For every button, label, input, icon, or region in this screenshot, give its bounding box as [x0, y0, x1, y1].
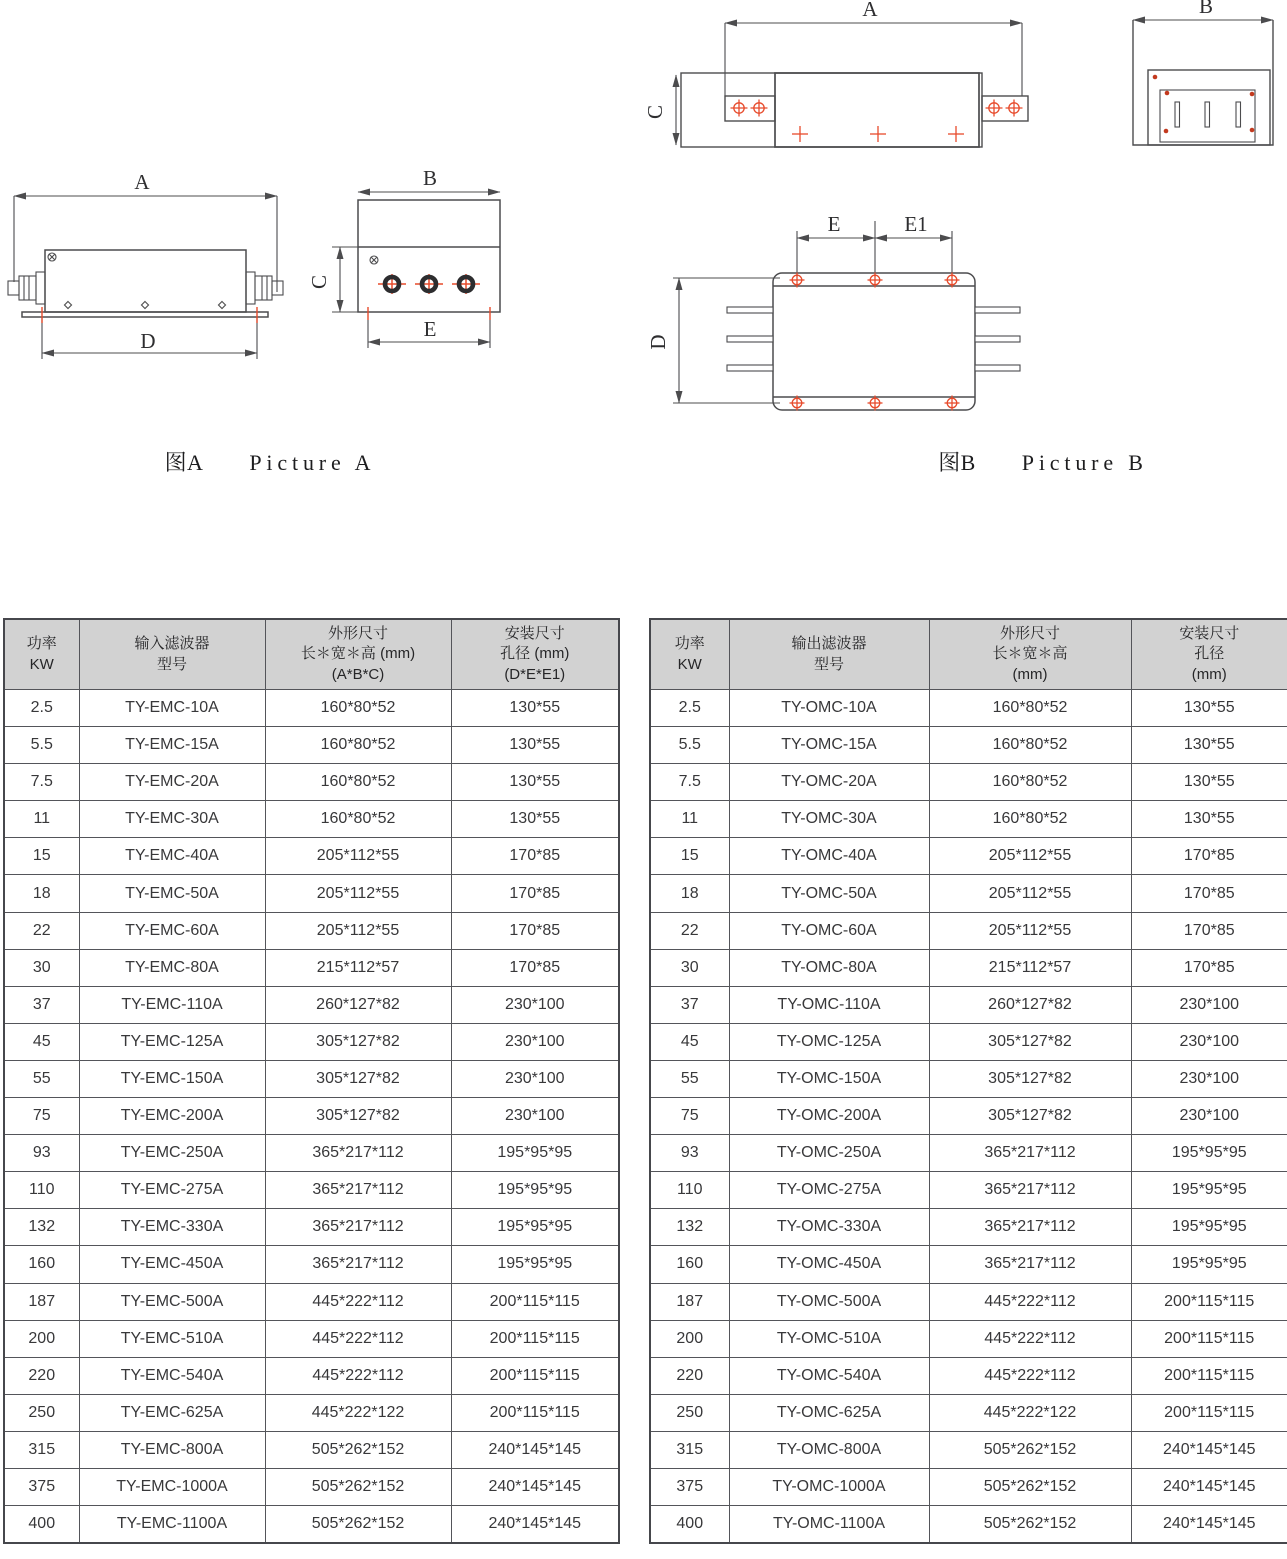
- table-cell: 160*80*52: [929, 690, 1131, 727]
- table-cell: 445*222*122: [929, 1394, 1131, 1431]
- table-cell: 7.5: [4, 764, 79, 801]
- col-header-power: 功率 KW: [4, 619, 79, 690]
- table-cell: 37: [650, 986, 729, 1023]
- table-row: [650, 764, 1287, 801]
- table-cell: 160*80*52: [265, 764, 451, 801]
- table-cell: 55: [4, 1060, 79, 1097]
- table-cell: 260*127*82: [265, 986, 451, 1023]
- table-cell: 170*85: [451, 912, 619, 949]
- table-cell: TY-OMC-540A: [729, 1357, 929, 1394]
- table-row: [4, 690, 619, 727]
- table-cell: 215*112*57: [929, 949, 1131, 986]
- table-cell: TY-OMC-15A: [729, 727, 929, 764]
- table-row: [650, 1060, 1287, 1097]
- table-cell: 505*262*152: [929, 1468, 1131, 1505]
- table-cell: 160: [650, 1246, 729, 1283]
- header-row: [650, 619, 1287, 690]
- table-cell: 200*115*115: [1131, 1394, 1287, 1431]
- table-cell: 230*100: [1131, 1098, 1287, 1135]
- table-cell: 45: [4, 1023, 79, 1060]
- table-row: [650, 1246, 1287, 1283]
- table-cell: 160*80*52: [265, 727, 451, 764]
- table-cell: 365*217*112: [929, 1246, 1131, 1283]
- table-cell: 240*145*145: [1131, 1506, 1287, 1544]
- table-cell: 132: [4, 1209, 79, 1246]
- table-cell: 205*112*55: [929, 912, 1131, 949]
- table-cell: 445*222*112: [265, 1320, 451, 1357]
- table-cell: 195*95*95: [451, 1172, 619, 1209]
- table-row: [650, 838, 1287, 875]
- table-cell: 30: [650, 949, 729, 986]
- table-row: [4, 1431, 619, 1468]
- table-cell: 240*145*145: [451, 1431, 619, 1468]
- table-cell: 170*85: [451, 838, 619, 875]
- table-cell: 200: [650, 1320, 729, 1357]
- col-header-model: 输出滤波器 型号: [729, 619, 929, 690]
- table-cell: 365*217*112: [929, 1172, 1131, 1209]
- table-cell: TY-EMC-30A: [79, 801, 265, 838]
- table-row: [650, 1506, 1287, 1544]
- table-row: [650, 1357, 1287, 1394]
- table-cell: 30: [4, 949, 79, 986]
- table-cell: TY-EMC-20A: [79, 764, 265, 801]
- table-cell: 445*222*122: [265, 1394, 451, 1431]
- table-cell: 130*55: [451, 801, 619, 838]
- table-row: [650, 912, 1287, 949]
- table-cell: 55: [650, 1060, 729, 1097]
- table-cell: TY-EMC-60A: [79, 912, 265, 949]
- table-cell: 130*55: [451, 690, 619, 727]
- table-cell: TY-EMC-80A: [79, 949, 265, 986]
- col-header-mounting-size: 安装尺寸 孔径 (mm) (D*E*E1): [451, 619, 619, 690]
- table-cell: 205*112*55: [929, 838, 1131, 875]
- table-cell: 75: [4, 1098, 79, 1135]
- table-row: [4, 1506, 619, 1544]
- table-cell: 400: [650, 1506, 729, 1544]
- table-cell: 15: [650, 838, 729, 875]
- table-row: [650, 1283, 1287, 1320]
- table-cell: 160: [4, 1246, 79, 1283]
- table-row: [650, 1209, 1287, 1246]
- input-filter-table: [3, 618, 620, 1544]
- table-row: [650, 1135, 1287, 1172]
- table-cell: 445*222*112: [929, 1283, 1131, 1320]
- table-cell: TY-OMC-20A: [729, 764, 929, 801]
- table-cell: 110: [4, 1172, 79, 1209]
- end-view-screw-dots: [1153, 75, 1255, 134]
- table-row: [4, 1246, 619, 1283]
- picture-b-caption-en: Picture B: [1021, 450, 1148, 475]
- table-cell: 170*85: [451, 875, 619, 912]
- table-row: [4, 727, 619, 764]
- table-cell: 93: [650, 1135, 729, 1172]
- table-cell: 230*100: [451, 1060, 619, 1097]
- table-row: [650, 1394, 1287, 1431]
- table-cell: 93: [4, 1135, 79, 1172]
- table-cell: TY-OMC-50A: [729, 875, 929, 912]
- table-cell: 445*222*112: [265, 1283, 451, 1320]
- table-cell: TY-EMC-625A: [79, 1394, 265, 1431]
- table-cell: 365*217*112: [265, 1246, 451, 1283]
- table-cell: TY-EMC-1100A: [79, 1506, 265, 1544]
- dim-label-A: A: [862, 0, 878, 21]
- table-row: [650, 875, 1287, 912]
- table-row: [4, 1135, 619, 1172]
- table-cell: 220: [4, 1357, 79, 1394]
- table-cell: TY-EMC-510A: [79, 1320, 265, 1357]
- table-cell: 170*85: [1131, 838, 1287, 875]
- table-cell: 505*262*152: [929, 1431, 1131, 1468]
- table-cell: 365*217*112: [265, 1172, 451, 1209]
- table-cell: 230*100: [1131, 1023, 1287, 1060]
- table-cell: TY-OMC-510A: [729, 1320, 929, 1357]
- table-cell: 22: [650, 912, 729, 949]
- table-row: [4, 1209, 619, 1246]
- table-cell: 200*115*115: [451, 1320, 619, 1357]
- table-row: [4, 912, 619, 949]
- table-cell: 205*112*55: [265, 912, 451, 949]
- table-cell: 160*80*52: [265, 801, 451, 838]
- table-cell: TY-OMC-150A: [729, 1060, 929, 1097]
- table-row: [4, 1098, 619, 1135]
- col-header-outline-size: 外形尺寸 长＊宽＊高 (mm) (A*B*C): [265, 619, 451, 690]
- table-cell: 160*80*52: [929, 801, 1131, 838]
- table-cell: TY-EMC-110A: [79, 986, 265, 1023]
- dim-label-E: E: [423, 317, 437, 341]
- table-cell: TY-EMC-50A: [79, 875, 265, 912]
- table-cell: 130*55: [1131, 690, 1287, 727]
- filter-body-top: [681, 73, 982, 147]
- table-row: [650, 1098, 1287, 1135]
- col-header-outline-size: 外形尺寸 长＊宽＊高 (mm): [929, 619, 1131, 690]
- housing-end-outline: [1133, 20, 1273, 145]
- table-cell: 230*100: [1131, 1060, 1287, 1097]
- table-row: [4, 1320, 619, 1357]
- table-cell: 5.5: [4, 727, 79, 764]
- dim-label-B: B: [422, 166, 438, 190]
- table-cell: TY-OMC-330A: [729, 1209, 929, 1246]
- table-cell: TY-OMC-40A: [729, 838, 929, 875]
- table-cell: 365*217*112: [265, 1135, 451, 1172]
- table-cell: 45: [650, 1023, 729, 1060]
- table-cell: 160*80*52: [265, 690, 451, 727]
- table-cell: 75: [650, 1098, 729, 1135]
- table-cell: 365*217*112: [265, 1209, 451, 1246]
- table-cell: 195*95*95: [1131, 1209, 1287, 1246]
- table-cell: 240*145*145: [451, 1468, 619, 1505]
- table-cell: 2.5: [4, 690, 79, 727]
- dim-label-E1: E1: [904, 212, 928, 236]
- table-cell: 130*55: [1131, 801, 1287, 838]
- table-cell: 505*262*152: [929, 1506, 1131, 1544]
- table-cell: 200*115*115: [451, 1357, 619, 1394]
- table-cell: TY-OMC-800A: [729, 1431, 929, 1468]
- table-cell: TY-OMC-250A: [729, 1135, 929, 1172]
- table-row: [4, 949, 619, 986]
- dim-label-C: C: [307, 274, 331, 290]
- table-cell: 230*100: [451, 986, 619, 1023]
- table-cell: 200: [4, 1320, 79, 1357]
- table-cell: 130*55: [1131, 764, 1287, 801]
- table-cell: 250: [4, 1394, 79, 1431]
- table-cell: 205*112*55: [265, 875, 451, 912]
- table-cell: TY-OMC-450A: [729, 1246, 929, 1283]
- header-row: [4, 619, 619, 690]
- table-row: [650, 1320, 1287, 1357]
- table-row: [4, 986, 619, 1023]
- table-cell: 200*115*115: [1131, 1320, 1287, 1357]
- table-cell: 505*262*152: [265, 1468, 451, 1505]
- table-cell: 11: [650, 801, 729, 838]
- table-cell: 200*115*115: [451, 1283, 619, 1320]
- table-cell: 2.5: [650, 690, 729, 727]
- table-cell: 220: [650, 1357, 729, 1394]
- table-cell: 200*115*115: [1131, 1357, 1287, 1394]
- table-cell: 18: [650, 875, 729, 912]
- table-cell: 195*95*95: [1131, 1172, 1287, 1209]
- table-row: [650, 949, 1287, 986]
- table-cell: TY-OMC-125A: [729, 1023, 929, 1060]
- table-cell: TY-OMC-110A: [729, 986, 929, 1023]
- table-cell: 195*95*95: [1131, 1135, 1287, 1172]
- table-cell: TY-EMC-450A: [79, 1246, 265, 1283]
- table-cell: TY-EMC-15A: [79, 727, 265, 764]
- table-cell: 187: [650, 1283, 729, 1320]
- table-cell: 205*112*55: [265, 838, 451, 875]
- table-cell: TY-OMC-200A: [729, 1098, 929, 1135]
- table-cell: 400: [4, 1506, 79, 1544]
- screw-icon: [370, 256, 378, 264]
- table-cell: TY-OMC-625A: [729, 1394, 929, 1431]
- table-cell: 305*127*82: [265, 1023, 451, 1060]
- picture-a-drawing: [0, 166, 540, 440]
- table-cell: 240*145*145: [451, 1506, 619, 1544]
- table-row: [650, 1023, 1287, 1060]
- col-header-mounting-size: 安装尺寸 孔径 (mm): [1131, 619, 1287, 690]
- table-cell: 170*85: [1131, 875, 1287, 912]
- table-cell: TY-EMC-330A: [79, 1209, 265, 1246]
- table-row: [650, 690, 1287, 727]
- table-cell: 200*115*115: [451, 1394, 619, 1431]
- table-cell: 230*100: [451, 1023, 619, 1060]
- table-row: [650, 1172, 1287, 1209]
- table-cell: 160*80*52: [929, 764, 1131, 801]
- table-cell: TY-EMC-275A: [79, 1172, 265, 1209]
- table-cell: 305*127*82: [929, 1023, 1131, 1060]
- mounting-plate: [22, 312, 268, 317]
- table-cell: 260*127*82: [929, 986, 1131, 1023]
- table-row: [4, 801, 619, 838]
- table-row: [4, 838, 619, 875]
- table-cell: 250: [650, 1394, 729, 1431]
- table-cell: 375: [4, 1468, 79, 1505]
- col-header-power: 功率 KW: [650, 619, 729, 690]
- table-cell: TY-EMC-200A: [79, 1098, 265, 1135]
- table-cell: TY-OMC-1000A: [729, 1468, 929, 1505]
- table-cell: 5.5: [650, 727, 729, 764]
- table-cell: TY-OMC-60A: [729, 912, 929, 949]
- table-cell: TY-OMC-500A: [729, 1283, 929, 1320]
- picture-a-caption-en: Picture A: [249, 450, 376, 475]
- table-cell: TY-EMC-540A: [79, 1357, 265, 1394]
- table-cell: 315: [4, 1431, 79, 1468]
- table-cell: TY-EMC-125A: [79, 1023, 265, 1060]
- table-cell: 305*127*82: [929, 1098, 1131, 1135]
- table-cell: TY-EMC-500A: [79, 1283, 265, 1320]
- table-row: [650, 1468, 1287, 1505]
- table-cell: 365*217*112: [929, 1209, 1131, 1246]
- table-row: [4, 1357, 619, 1394]
- picture-b-caption-zh: 图B: [938, 450, 976, 475]
- table-cell: 195*95*95: [1131, 1246, 1287, 1283]
- table-cell: 15: [4, 838, 79, 875]
- table-cell: 445*222*112: [929, 1320, 1131, 1357]
- table-cell: TY-OMC-1100A: [729, 1506, 929, 1544]
- col-header-model: 输入滤波器 型号: [79, 619, 265, 690]
- table-row: [4, 1023, 619, 1060]
- table-cell: TY-EMC-40A: [79, 838, 265, 875]
- table-cell: 195*95*95: [451, 1246, 619, 1283]
- dim-label-E: E: [827, 212, 841, 236]
- table-cell: 37: [4, 986, 79, 1023]
- table-cell: 11: [4, 801, 79, 838]
- table-cell: 130*55: [451, 764, 619, 801]
- table-cell: 205*112*55: [929, 875, 1131, 912]
- table-cell: 240*145*145: [1131, 1431, 1287, 1468]
- table-cell: 445*222*112: [265, 1357, 451, 1394]
- dim-label-D: D: [140, 329, 156, 353]
- picture-b-caption: [858, 446, 1228, 477]
- table-cell: 170*85: [1131, 949, 1287, 986]
- table-cell: TY-OMC-30A: [729, 801, 929, 838]
- picture-b-drawing: [640, 0, 1287, 445]
- table-cell: 375: [650, 1468, 729, 1505]
- table-cell: 110: [650, 1172, 729, 1209]
- table-row: [4, 1468, 619, 1505]
- table-cell: 170*85: [1131, 912, 1287, 949]
- filter-body-plan: [773, 273, 975, 410]
- table-cell: 315: [650, 1431, 729, 1468]
- table-cell: 445*222*112: [929, 1357, 1131, 1394]
- table-cell: 200*115*115: [1131, 1283, 1287, 1320]
- table-cell: TY-EMC-250A: [79, 1135, 265, 1172]
- table-cell: 130*55: [1131, 727, 1287, 764]
- table-cell: 230*100: [451, 1098, 619, 1135]
- table-cell: 160*80*52: [929, 727, 1131, 764]
- table-row: [650, 727, 1287, 764]
- screw-icon: [48, 253, 56, 261]
- table-row: [650, 801, 1287, 838]
- dim-label-B: B: [1198, 0, 1214, 18]
- table-cell: 195*95*95: [451, 1209, 619, 1246]
- filter-body-front: [358, 200, 500, 312]
- picture-a-caption-zh: 图A: [164, 450, 204, 475]
- table-cell: TY-OMC-10A: [729, 690, 929, 727]
- table-cell: 305*127*82: [265, 1060, 451, 1097]
- table-cell: 130*55: [451, 727, 619, 764]
- table-cell: TY-EMC-800A: [79, 1431, 265, 1468]
- table-row: [4, 1394, 619, 1431]
- table-cell: 230*100: [1131, 986, 1287, 1023]
- table-cell: 215*112*57: [265, 949, 451, 986]
- busbar-terminals: [727, 307, 1020, 371]
- table-row: [4, 1172, 619, 1209]
- terminal-studs: [378, 274, 480, 294]
- table-cell: 7.5: [650, 764, 729, 801]
- dim-label-A: A: [134, 170, 150, 194]
- output-filter-table: [649, 618, 1287, 1544]
- dim-label-D: D: [646, 334, 670, 350]
- table-cell: 195*95*95: [451, 1135, 619, 1172]
- rivet-marks: [65, 302, 226, 309]
- table-cell: 18: [4, 875, 79, 912]
- table-row: [4, 875, 619, 912]
- table-cell: TY-EMC-150A: [79, 1060, 265, 1097]
- filter-cover-top: [775, 73, 979, 147]
- table-row: [4, 1060, 619, 1097]
- table-cell: TY-EMC-1000A: [79, 1468, 265, 1505]
- table-cell: 240*145*145: [1131, 1468, 1287, 1505]
- dim-label-C: C: [643, 104, 667, 120]
- table-row: [650, 1431, 1287, 1468]
- table-cell: 505*262*152: [265, 1431, 451, 1468]
- table-row: [650, 986, 1287, 1023]
- table-row: [4, 764, 619, 801]
- table-cell: 365*217*112: [929, 1135, 1131, 1172]
- table-cell: TY-OMC-275A: [729, 1172, 929, 1209]
- table-cell: 187: [4, 1283, 79, 1320]
- table-cell: TY-EMC-10A: [79, 690, 265, 727]
- table-cell: 305*127*82: [265, 1098, 451, 1135]
- table-cell: 505*262*152: [265, 1506, 451, 1544]
- table-cell: 132: [650, 1209, 729, 1246]
- table-row: [4, 1283, 619, 1320]
- picture-a-caption: [105, 446, 435, 477]
- table-cell: 22: [4, 912, 79, 949]
- table-cell: TY-OMC-80A: [729, 949, 929, 986]
- table-cell: 305*127*82: [929, 1060, 1131, 1097]
- table-cell: 170*85: [451, 949, 619, 986]
